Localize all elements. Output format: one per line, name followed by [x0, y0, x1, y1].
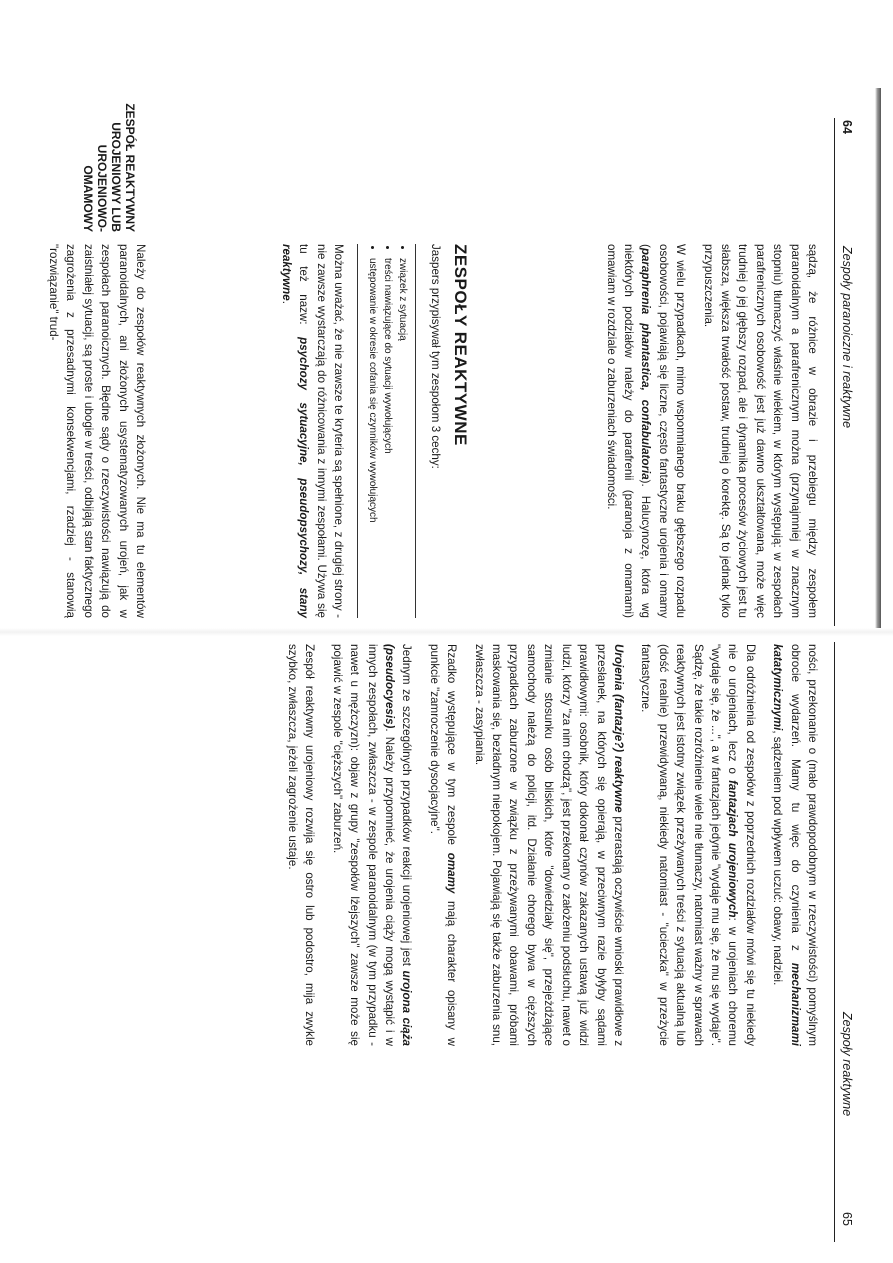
criteria-list	[366, 244, 409, 618]
paragraph-parafrenia-age: sądzą, że różnice w obrazie i przebiegu między zespołem paranoidalnym a parafrenicznym można (przynajmniej w znacznym stopniu) tłumaczyć właśnie wiekiem, w którym występują: w zespołach parafrenicznych osobowość jest już dawno ukształtowana, może więc trudniej o jej głębszy rozpad, ale i dynamika procesów życiowych jest tu słabsza, większa trwałość postaw, trudniej o korektę. Są to jednak tylko przypuszczenia.	[701, 244, 819, 618]
paragraph-delusional-fantasies: Dla odróżnienia od zespołów z poprzednich rozdziałów mówi się tu niekiedy nie o urojeniach, lecz o fantazjach urojeniowych: w urojeniach choremu "wydaje się, że ...", a w fantazjach jedynie "wydaje mu się, że mu się wydaje". Sądzę, że takie rozróżnienie wiele nie tłumaczy, natomiast ważny w sprawach reaktywnych jest istotny związek przeżywanych treści z sytuacją aktualną lub (dość realnie) przewidywaną, niekiedy natomiast - "ucieczka" w przeżycie fantastyczne.	[639, 644, 757, 1046]
margin-label-reactive-delusional: ZESPÓŁ REAKTYWNY UROJENIOWY LUB UROJENIOWO-OMAMOWY	[81, 103, 137, 232]
paragraph-course: Zespół reaktywny urojeniowy rozwija się ostro lub podostro, mija zwykle szybko, zwłaszcza, jeżeli zagrożenie ustaje.	[286, 644, 317, 1046]
paragraph-pseudocyesis: Jednym ze szczególnych przypadków reakcji urojeniowej jest urojona ciąża (pseudocyesis). Należy przypomnieć, że urojenia ciąży mogą wystąpić i w innych zespołach, zwłaszcza - w zespole paranoidalnym (w tym przypadku - nawet u mężczyzn): objaw z grupy "zespołów lżejszych" zawsze może się pojawić w zespole "cięższych" zaburzeń.	[330, 644, 414, 1046]
paragraph-reactive-delusional: Należy do zespołów reaktywnych złożonych. Nie ma tu elementów paranoidalnych, ani złożonych usystematyzowanych urojeń, jak w zespołach paranoicznych. Błędne sądy o rzeczywistości nawiązują do zaistniałej sytuacji, są proste i ubogie w treści, odbijają stan faktycznego zagrożenia z przesadnymi konsekwencjami, rzadziej - stanowią "rozwiązanie" trud-	[46, 244, 147, 618]
header-rule-left	[834, 118, 835, 626]
reactive-section	[268, 244, 469, 618]
right-column	[274, 644, 821, 1046]
paragraph-paraphrenia-phantastica: W wielu przypadkach, mimo wspomnianego braku głębszego rozpadu osobowości, pojawiają się liczne, często fantastyczne urojenia i omamy (paraphrenia phantastica, confabulatoria). Halucynozę, która wg niektórych podziałów należy do parafrenii (paranoja z omamami) omawiam w rozdziale o zaburzeniach świadomości.	[604, 244, 688, 618]
section-intro: Jaspers przypisywał tym zespołom 3 cechy:	[428, 244, 442, 469]
jaspers-criteria-box	[357, 244, 416, 618]
term-hallucinations: omamy	[445, 852, 459, 894]
scan-edge-shadow	[875, 88, 881, 628]
page-number-left: 64	[840, 120, 854, 134]
header-rule-right	[834, 642, 835, 1242]
left-column-upper	[592, 244, 821, 618]
running-head-left: Zespoły paranoiczne i reaktywne	[840, 246, 854, 429]
term-pseudocyesis: urojona ciąża (pseudocyesis)	[383, 644, 414, 1046]
right-page	[0, 632, 893, 1263]
criteria-item: • treści nawiązujące do sytuacji wywołujących	[381, 258, 394, 618]
term-delusional-fantasies: fantazjach urojeniowych	[726, 780, 740, 918]
paragraph-criteria-note: Można uważać, że nie zawsze te kryteria są spełnione, z drugiej strony - nie zawsze wystarczają do różnicowania z innymi zespołami. Używa się tu też nazw: psychozy sytuacyjne, pseudopsychozy, stany reaktywne.	[279, 244, 346, 618]
page-number-right: 65	[840, 1212, 854, 1226]
running-head-right: Zespoły reaktywne	[840, 1012, 854, 1117]
paragraph-reactive-delusions: Urojenia (fantazje?) reaktywne przerastają oczywiście wnioski prawidłowe z przesłanek, na których się opierają, w przeciwnym razie byłyby sądami prawidłowymi: osobnik, który dokonał czynów zakazanych ustawą już widzi ludzi, którzy "za nim chodzą", jest przekonany o założeniu podsłuchu, nawet o zmianie stosunku osób bliskich, które "dowiedziały się", przejeżdżające samochody należą do policji, itd. Działanie chorego bywa w cięższych przypadkach zaburzone w związku z przeżywanymi obawami, próbami maskowania się, bezładnym niepokojem. Pojawiają się także zaburzenia snu, zwłaszcza - zasypiania.	[472, 644, 625, 1047]
term-katathymic: mechanizmami katatymicznymi	[771, 644, 802, 1046]
criteria-item: • związek z sytuacją	[396, 258, 409, 618]
section-title: ZESPOŁY REAKTYWNE	[451, 244, 470, 446]
paragraph-katathymic: ności, przekonanie o (mało prawdopodobnym w rzeczywistości) pomyślnym obrocie wydarzeń. Mamy tu więc do czynienia z mechanizmami katatymicznymi, sądzeniem pod wpływem uczuć: obawy, nadziei.	[771, 644, 819, 1046]
term-situational-psychoses: psychozy sytuacyjne, pseudopsychozy, stany reaktywne	[279, 244, 311, 618]
term-reactive-delusions: Urojenia (fantazje?) reaktywne	[611, 644, 625, 813]
paragraph-hallucinations: Rzadko występujące w tym zespole omamy mają charakter opisany w punkcie "zamroczenie dysocjacyjne".	[427, 644, 459, 1046]
term-paraphrenia: paraphrenia phantastica, confabulatoria	[639, 247, 653, 480]
criteria-item: • ustępowanie w okresie cofania się czynników wywołujących	[366, 258, 379, 618]
